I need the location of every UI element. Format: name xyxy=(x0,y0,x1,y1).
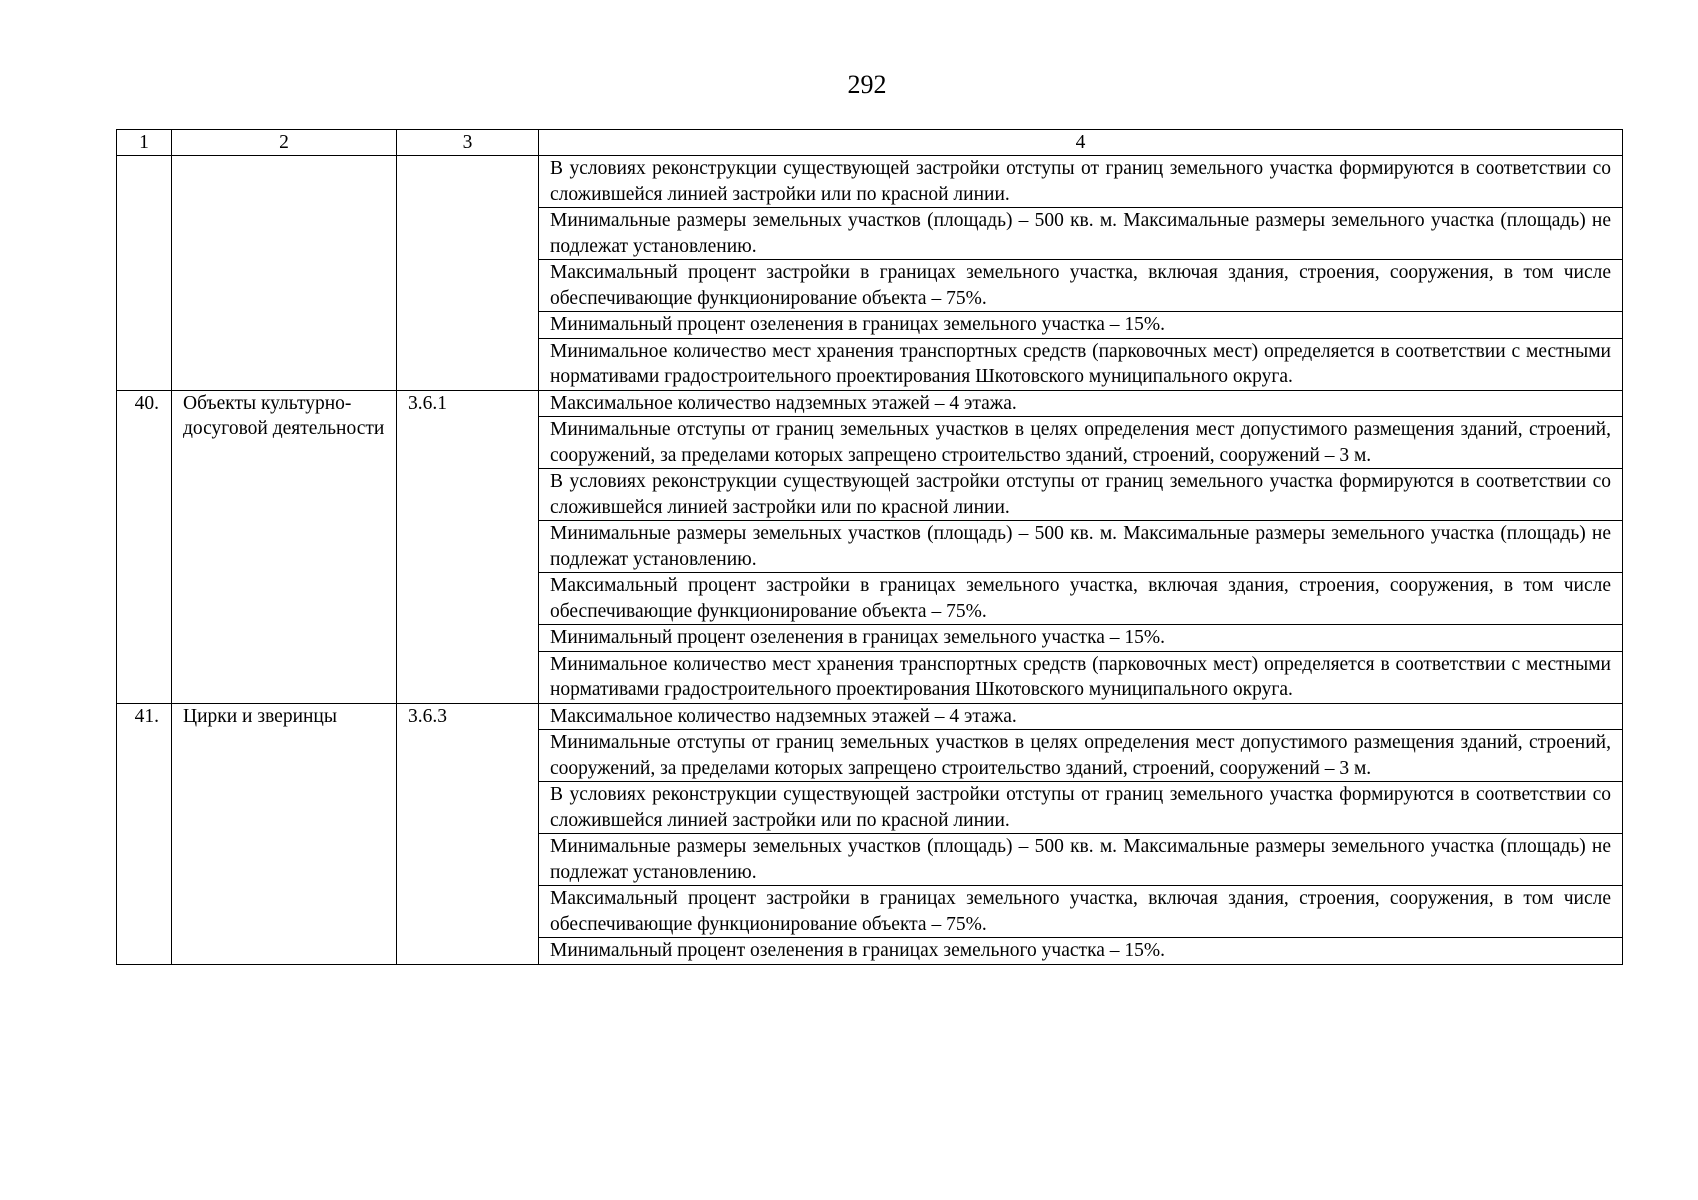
row-number-cell: 41. xyxy=(117,703,172,964)
parameter-cell: Минимальный процент озеленения в границах земельного участка – 15%. xyxy=(539,938,1623,965)
code-cell xyxy=(397,156,539,391)
parameter-cell: В условиях реконструкции существующей застройки отступы от границ земельного участка формируются в соответствии со сложившейся линией застройки или по красной линии. xyxy=(539,469,1623,521)
parameter-cell: Максимальный процент застройки в границах земельного участка, включая здания, строения, сооружения, в том числе обеспечивающие функционирование объекта – 75%. xyxy=(539,260,1623,312)
parameter-cell: Минимальное количество мест хранения транспортных средств (парковочных мест) определяется в соответствии с местными нормативами градостроительного проектирования Шкотовского муниципального округа. xyxy=(539,651,1623,703)
parameter-cell: В условиях реконструкции существующей застройки отступы от границ земельного участка формируются в соответствии со сложившейся линией застройки или по красной линии. xyxy=(539,782,1623,834)
parameter-cell: Минимальные размеры земельных участков (площадь) – 500 кв. м. Максимальные размеры земельного участка (площадь) не подлежат установлению. xyxy=(539,208,1623,260)
row-number-cell xyxy=(117,156,172,391)
object-name-cell xyxy=(172,156,397,391)
header-cell-2: 2 xyxy=(172,130,397,156)
object-name-cell: Объекты культурно-досуговой деятельности xyxy=(172,390,397,703)
header-cell-4: 4 xyxy=(539,130,1623,156)
row-number-cell: 40. xyxy=(117,390,172,703)
code-cell: 3.6.3 xyxy=(397,703,539,964)
parameter-cell: Минимальные размеры земельных участков (площадь) – 500 кв. м. Максимальные размеры земельного участка (площадь) не подлежат установлению. xyxy=(539,521,1623,573)
table-row xyxy=(117,390,1623,417)
parameter-cell: В условиях реконструкции существующей застройки отступы от границ земельного участка формируются в соответствии со сложившейся линией застройки или по красной линии. xyxy=(539,156,1623,208)
code-cell: 3.6.1 xyxy=(397,390,539,703)
parameter-cell: Минимальные отступы от границ земельных участков в целях определения мест допустимого размещения зданий, строений, сооружений, за пределами которых запрещено строительство зданий, строений, сооружений – 3 м. xyxy=(539,417,1623,469)
parameter-cell: Максимальное количество надземных этажей – 4 этажа. xyxy=(539,703,1623,730)
header-cell-1: 1 xyxy=(117,130,172,156)
table-row xyxy=(117,703,1623,730)
parameter-cell: Максимальный процент застройки в границах земельного участка, включая здания, строения, сооружения, в том числе обеспечивающие функционирование объекта – 75%. xyxy=(539,573,1623,625)
object-name-cell: Цирки и зверинцы xyxy=(172,703,397,964)
parameter-cell: Минимальные отступы от границ земельных участков в целях определения мест допустимого размещения зданий, строений, сооружений, за пределами которых запрещено строительство зданий, строений, сооружений – 3 м. xyxy=(539,730,1623,782)
table-row xyxy=(117,156,1623,208)
parameter-cell: Максимальное количество надземных этажей – 4 этажа. xyxy=(539,390,1623,417)
header-cell-3: 3 xyxy=(397,130,539,156)
parameter-cell: Минимальный процент озеленения в границах земельного участка – 15%. xyxy=(539,625,1623,652)
zoning-parameters-table xyxy=(116,129,1623,965)
parameter-cell: Минимальные размеры земельных участков (площадь) – 500 кв. м. Максимальные размеры земельного участка (площадь) не подлежат установлению. xyxy=(539,834,1623,886)
parameter-cell: Максимальный процент застройки в границах земельного участка, включая здания, строения, сооружения, в том числе обеспечивающие функционирование объекта – 75%. xyxy=(539,886,1623,938)
header-row xyxy=(117,130,1623,156)
parameter-cell: Минимальный процент озеленения в границах земельного участка – 15%. xyxy=(539,312,1623,339)
page-number: 292 xyxy=(847,70,887,99)
parameter-cell: Минимальное количество мест хранения транспортных средств (парковочных мест) определяется в соответствии с местными нормативами градостроительного проектирования Шкотовского муниципального округа. xyxy=(539,338,1623,390)
